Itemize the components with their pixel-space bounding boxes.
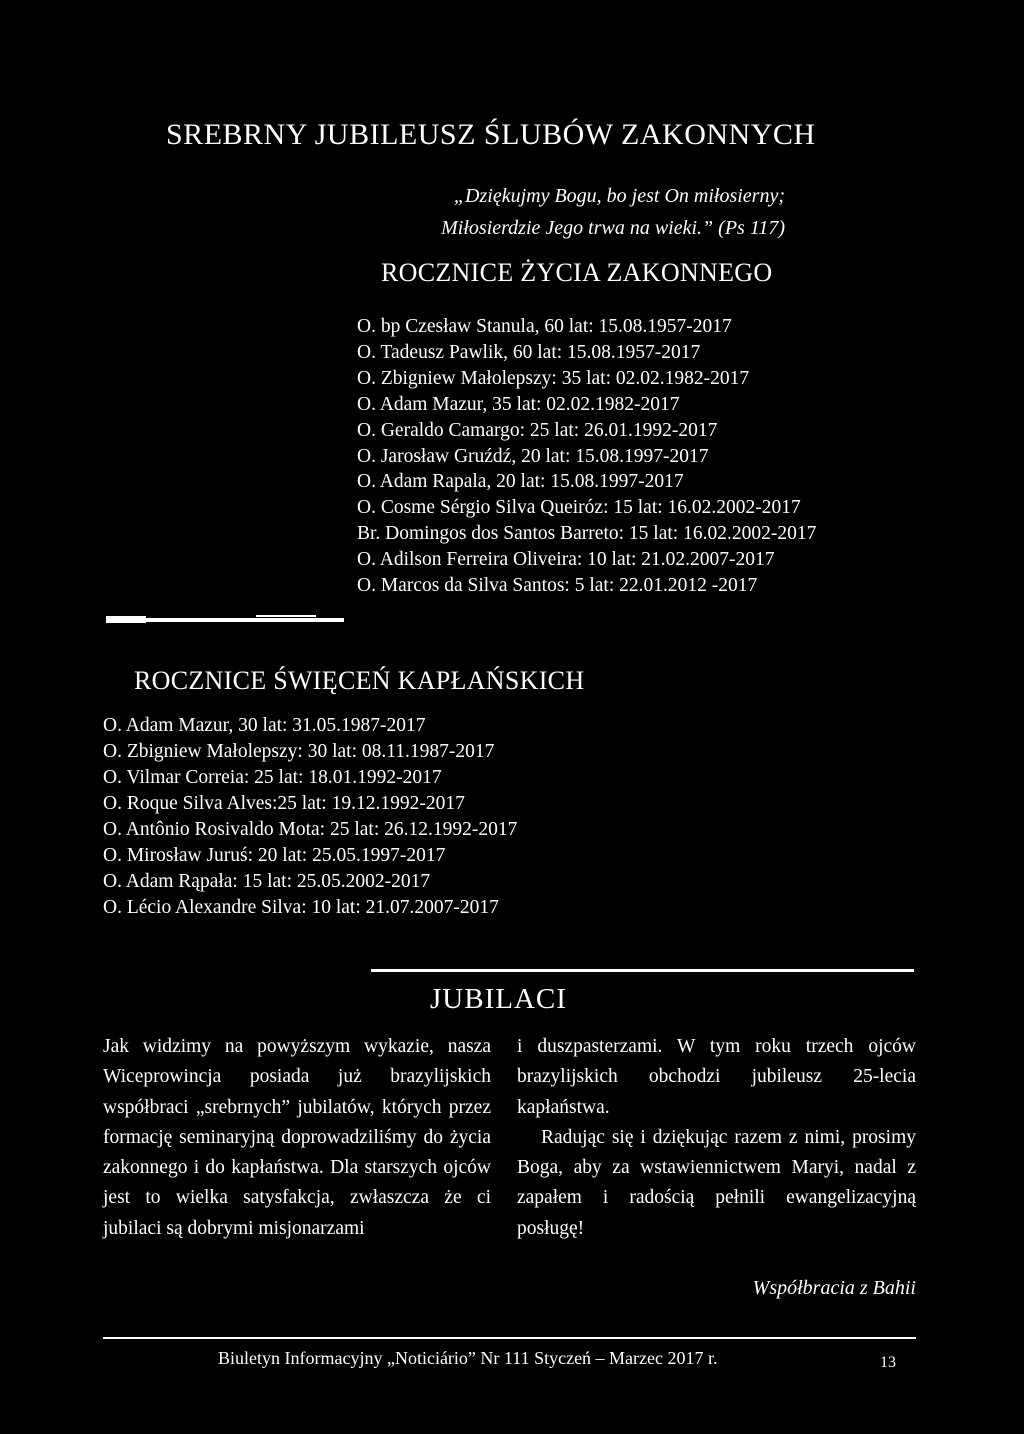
list-item: O. Zbigniew Małolepszy: 30 lat: 08.11.1987-2017 (103, 741, 495, 762)
list-item: O. Lécio Alexandre Silva: 10 lat: 21.07.2007-2017 (103, 897, 499, 918)
list-item: O. Adam Rapala, 20 lat: 15.08.1997-2017 (357, 471, 684, 493)
motto-line: Miłosierdzie Jego trwa na wieki.” (Ps 117) (441, 217, 785, 239)
signature: Współbracia z Bahii (752, 1277, 916, 1299)
footer-publication: Biuletyn Informacyjny „Noticiário” Nr 111 Styczeń – Marzec 2017 r. (218, 1348, 718, 1368)
list-item: O. Vilmar Correia: 25 lat: 18.01.1992-2017 (103, 767, 442, 788)
article-paragraph: i duszpasterzami. W tym roku trzech ojców brazylijskich obchodzi jubileusz 25-lecia kapłaństwa. (517, 1036, 916, 1118)
list-item: O. Tadeusz Pawlik, 60 lat: 15.08.1957-2017 (357, 341, 701, 363)
section-title-religious-life: ROCZNICE ŻYCIA ZAKONNEGO (381, 258, 773, 287)
list-item: O. Roque Silva Alves:25 lat: 19.12.1992-2017 (103, 793, 465, 814)
list-item: O. Adam Mazur, 35 lat: 02.02.1982-2017 (357, 393, 680, 415)
list-item: O. Adilson Ferreira Oliveira: 10 lat: 21.02.2007-2017 (357, 549, 775, 571)
article-column-right (517, 1032, 916, 1244)
list-item: O. Jarosław Gruźdź, 20 lat: 15.08.1997-2017 (357, 445, 709, 467)
list-item: O. Adam Mazur, 30 lat: 31.05.1987-2017 (103, 715, 426, 736)
page-number: 13 (880, 1354, 896, 1371)
motto-quote (330, 180, 785, 244)
list-item: O. Geraldo Camargo: 25 lat: 26.01.1992-2017 (357, 419, 718, 441)
section-divider (371, 969, 914, 972)
section-title-jubilarians: JUBILACI (430, 983, 567, 1015)
list-item: O. Zbigniew Małolepszy: 35 lat: 02.02.1982-2017 (357, 367, 750, 389)
list-item: O. Adam Rąpała: 15 lat: 25.05.2002-2017 (103, 871, 431, 892)
footer-rule (103, 1337, 916, 1339)
page-title: SREBRNY JUBILEUSZ ŚLUBÓW ZAKONNYCH (166, 118, 816, 151)
ordination-anniversaries-list (103, 713, 517, 921)
article-paragraph: Jak widzimy na powyższym wykazie, nasza Wiceprowincja posiada już brazylijskich współbraci „srebrnych” jubilatów, których przez formację seminaryjną doprowadziliśmy do życia zakonnego i do kapłaństwa. Dla starszych ojców jest to wielka satysfakcja, zwłaszcza że ci jubilaci są dobrymi misjonarzami (103, 1036, 491, 1239)
section-title-ordination: ROCZNICE ŚWIĘCEŃ KAPŁAŃSKICH (134, 666, 585, 695)
list-item: O. Cosme Sérgio Silva Queiróz: 15 lat: 16.02.2002-2017 (357, 497, 801, 519)
article-column-left (103, 1032, 491, 1244)
motto-line: „Dziękujmy Bogu, bo jest On miłosierny; (453, 185, 785, 207)
list-item: Br. Domingos dos Santos Barreto: 15 lat: 16.02.2002-2017 (357, 523, 817, 545)
article-paragraph: Radując się i dziękując razem z nimi, prosimy Boga, aby za wstawiennictwem Maryi, nadal z zapałem i radością pełnili ewangelizacyjną posługę! (517, 1126, 916, 1239)
decorative-rule (106, 614, 344, 626)
list-item: O. Antônio Rosivaldo Mota: 25 lat: 26.12.1992-2017 (103, 819, 518, 840)
list-item: O. Marcos da Silva Santos: 5 lat: 22.01.2012 -2017 (357, 575, 758, 597)
list-item: O. bp Czesław Stanula, 60 lat: 15.08.1957-2017 (357, 316, 732, 337)
religious-anniversaries-list (357, 314, 816, 599)
list-item: O. Mirosław Juruś: 20 lat: 25.05.1997-2017 (103, 845, 446, 866)
